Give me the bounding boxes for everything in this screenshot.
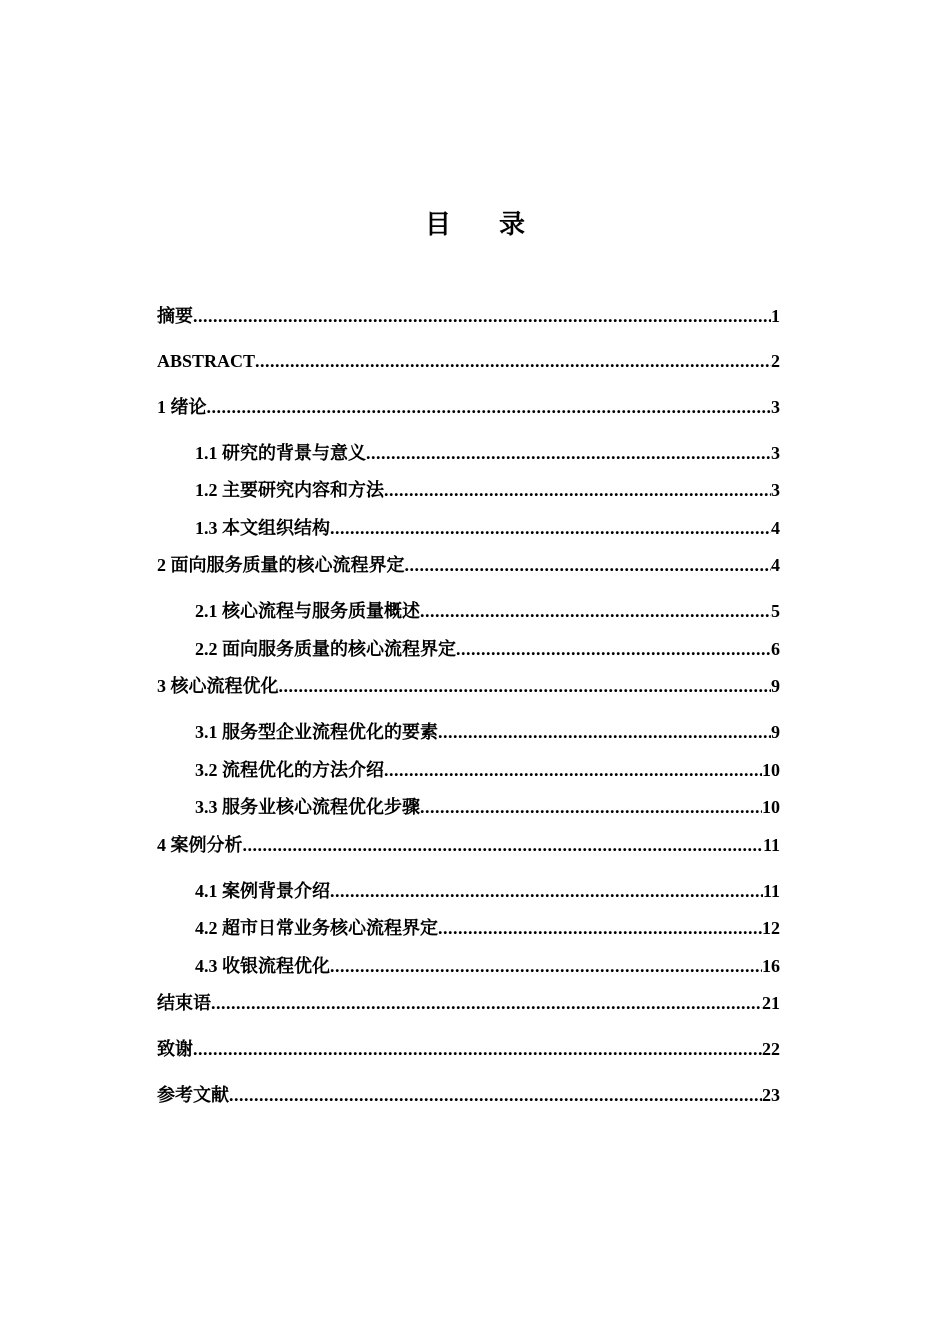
toc-dot-leader	[438, 720, 771, 744]
toc-entry-label: 参考文献	[157, 1085, 229, 1105]
toc-dot-leader	[207, 395, 772, 419]
toc-entry-label: 4.3 收银流程优化	[195, 956, 330, 976]
toc-dot-leader	[405, 553, 772, 577]
toc-subentry[interactable]	[195, 954, 780, 978]
toc-dot-leader	[420, 795, 762, 819]
toc-entry-label: 4.1 案例背景介绍	[195, 881, 330, 901]
toc-dot-leader	[330, 954, 762, 978]
toc-dot-leader	[438, 916, 762, 940]
toc-entry-label: 4.2 超市日常业务核心流程界定	[195, 918, 438, 938]
toc-entry[interactable]	[157, 674, 780, 698]
toc-entry-label: 结束语	[157, 993, 211, 1013]
toc-entry-page: 5	[771, 601, 780, 621]
toc-entry-label: ABSTRACT	[157, 351, 256, 371]
toc-dot-leader	[243, 833, 763, 857]
toc-entry-label: 4 案例分析	[157, 835, 243, 855]
toc-dot-leader	[193, 304, 771, 328]
toc-title: 目录	[424, 210, 573, 239]
toc-entry-page: 4	[771, 518, 780, 538]
toc-entry-page: 16	[762, 956, 780, 976]
toc-dot-leader	[330, 516, 771, 540]
toc-entry-label: 3.1 服务型企业流程优化的要素	[195, 722, 438, 742]
toc-entry[interactable]	[157, 395, 780, 419]
toc-subentry[interactable]	[195, 478, 780, 502]
toc-entry-label: 致谢	[157, 1039, 193, 1059]
toc-entry[interactable]	[157, 349, 780, 373]
toc-dot-leader	[255, 349, 771, 373]
toc-entry-label: 2.1 核心流程与服务质量概述	[195, 601, 420, 621]
toc-subentry[interactable]	[195, 516, 780, 540]
toc-entry-page: 3	[771, 397, 780, 417]
toc-entry-label: 3.3 服务业核心流程优化步骤	[195, 797, 420, 817]
toc-subentry[interactable]	[195, 879, 780, 903]
toc-dot-leader	[366, 441, 771, 465]
toc-entry-page: 21	[762, 993, 780, 1013]
toc-entry-page: 12	[762, 918, 780, 938]
toc-entry-page: 1	[771, 306, 780, 326]
toc-entry-page: 23	[762, 1085, 780, 1105]
toc-dot-leader	[193, 1037, 762, 1061]
toc-dot-leader	[384, 478, 771, 502]
toc-entry[interactable]	[157, 1037, 780, 1061]
toc-dot-leader	[384, 758, 762, 782]
toc-list	[157, 0, 780, 1344]
toc-entry-page: 10	[762, 760, 780, 780]
toc-entry-label: 1 绪论	[157, 397, 207, 417]
toc-entry-page: 9	[771, 676, 780, 696]
toc-entry-page: 3	[771, 480, 780, 500]
toc-entry[interactable]	[157, 1083, 780, 1107]
toc-entry-label: 2.2 面向服务质量的核心流程界定	[195, 639, 456, 659]
toc-entry-page: 11	[762, 881, 780, 901]
toc-entry-label: 2 面向服务质量的核心流程界定	[157, 555, 405, 575]
toc-entry-page: 9	[771, 722, 780, 742]
toc-dot-leader	[211, 991, 762, 1015]
toc-entry-label: 摘要	[157, 306, 193, 326]
toc-dot-leader	[456, 637, 771, 661]
toc-entry-page: 4	[771, 555, 780, 575]
toc-entry[interactable]	[157, 991, 780, 1015]
toc-entry-page: 2	[771, 351, 780, 371]
toc-entry-page: 22	[762, 1039, 780, 1059]
toc-subentry[interactable]	[195, 758, 780, 782]
toc-subentry[interactable]	[195, 916, 780, 940]
toc-dot-leader	[279, 674, 772, 698]
toc-subentry[interactable]	[195, 441, 780, 465]
toc-entry-label: 3.2 流程优化的方法介绍	[195, 760, 384, 780]
toc-dot-leader	[229, 1083, 762, 1107]
toc-entry[interactable]	[157, 304, 780, 328]
toc-entry-page: 10	[762, 797, 780, 817]
toc-entry-page: 11	[762, 835, 780, 855]
toc-dot-leader	[330, 879, 763, 903]
toc-subentry[interactable]	[195, 795, 780, 819]
toc-entry-label: 1.1 研究的背景与意义	[195, 443, 366, 463]
toc-entry-page: 6	[771, 639, 780, 659]
toc-dot-leader	[420, 599, 771, 623]
toc-subentry[interactable]	[195, 599, 780, 623]
toc-entry-label: 1.2 主要研究内容和方法	[195, 480, 384, 500]
toc-entry[interactable]	[157, 553, 780, 577]
toc-subentry[interactable]	[195, 720, 780, 744]
toc-entry-label: 1.3 本文组织结构	[195, 518, 330, 538]
toc-entry-label: 3 核心流程优化	[157, 676, 279, 696]
toc-entry-page: 3	[771, 443, 780, 463]
toc-subentry[interactable]	[195, 637, 780, 661]
toc-entry[interactable]	[157, 833, 780, 857]
